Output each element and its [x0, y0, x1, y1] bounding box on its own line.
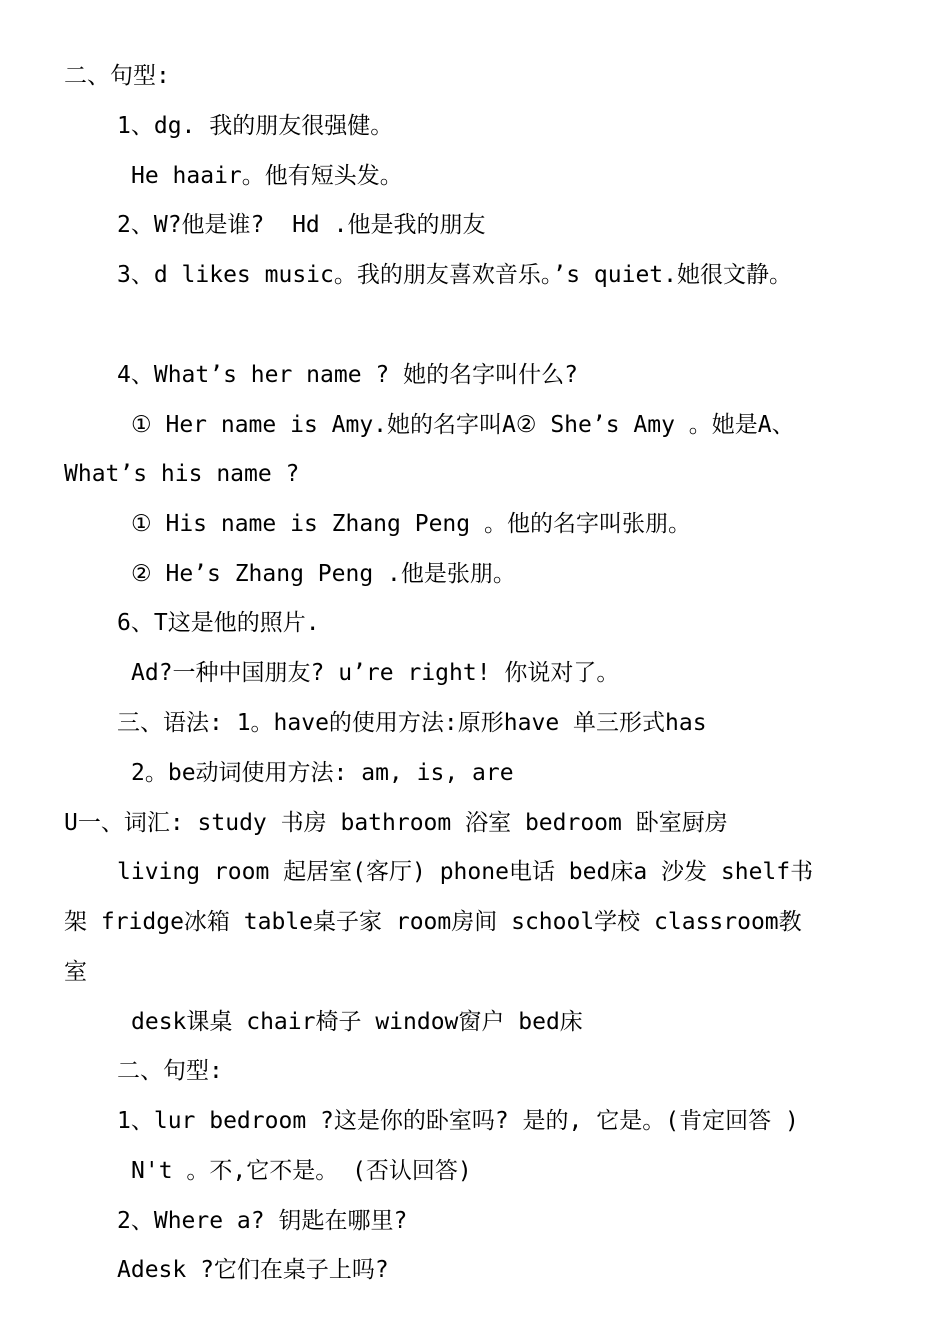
section-heading: 二、句型:: [64, 63, 170, 89]
text-line: 架 fridge冰箱 table桌子家 room房间 school学校 classroom教: [64, 909, 802, 935]
text-line: ② He’s Zhang Peng .他是张朋。: [131, 561, 516, 587]
text-line: 6、T这是他的照片.: [117, 610, 320, 636]
text-line: living room 起居室(客厅) phone电话 bed床a 沙发 shelf书: [117, 859, 814, 885]
text-line: What’s his name ?: [64, 461, 300, 487]
text-line: 室: [64, 959, 87, 985]
text-line: 4、What’s her name ? 她的名字叫什么?: [117, 362, 578, 388]
text-line: ① Her name is Amy.她的名字叫A② She’s Amy 。她是A、: [131, 412, 795, 438]
text-line: Ad?一种中国朋友? u’re right! 你说对了。: [131, 660, 620, 686]
text-line: 2、W?他是谁? Hd .他是我的朋友: [117, 212, 486, 238]
text-line: ① His name is Zhang Peng 。他的名字叫张朋。: [131, 511, 691, 537]
section-heading: 二、句型:: [117, 1058, 223, 1084]
section-heading: U一、词汇: study 书房 bathroom 浴室 bedroom 卧室厨房: [64, 810, 728, 836]
text-line: 3、d likes music。我的朋友喜欢音乐。’s quiet.她很文静。: [117, 262, 792, 288]
text-line: 2、Where a? 钥匙在哪里?: [117, 1208, 408, 1234]
text-line: He haair。他有短头发。: [131, 163, 403, 189]
text-line: 1、lur bedroom ?这是你的卧室吗? 是的, 它是。(肯定回答 ): [117, 1108, 799, 1134]
text-line: desk课桌 chair椅子 window窗户 bed床: [131, 1009, 583, 1035]
text-line: N't 。不,它不是。 (否认回答): [131, 1158, 472, 1184]
text-line: Adesk ?它们在桌子上吗?: [117, 1257, 389, 1283]
text-line: 2。be动词使用方法: am, is, are: [131, 760, 514, 786]
text-line: 1、dg. 我的朋友很强健。: [117, 113, 394, 139]
section-heading: 三、语法: 1。have的使用方法:原形have 单三形式has: [117, 710, 707, 736]
